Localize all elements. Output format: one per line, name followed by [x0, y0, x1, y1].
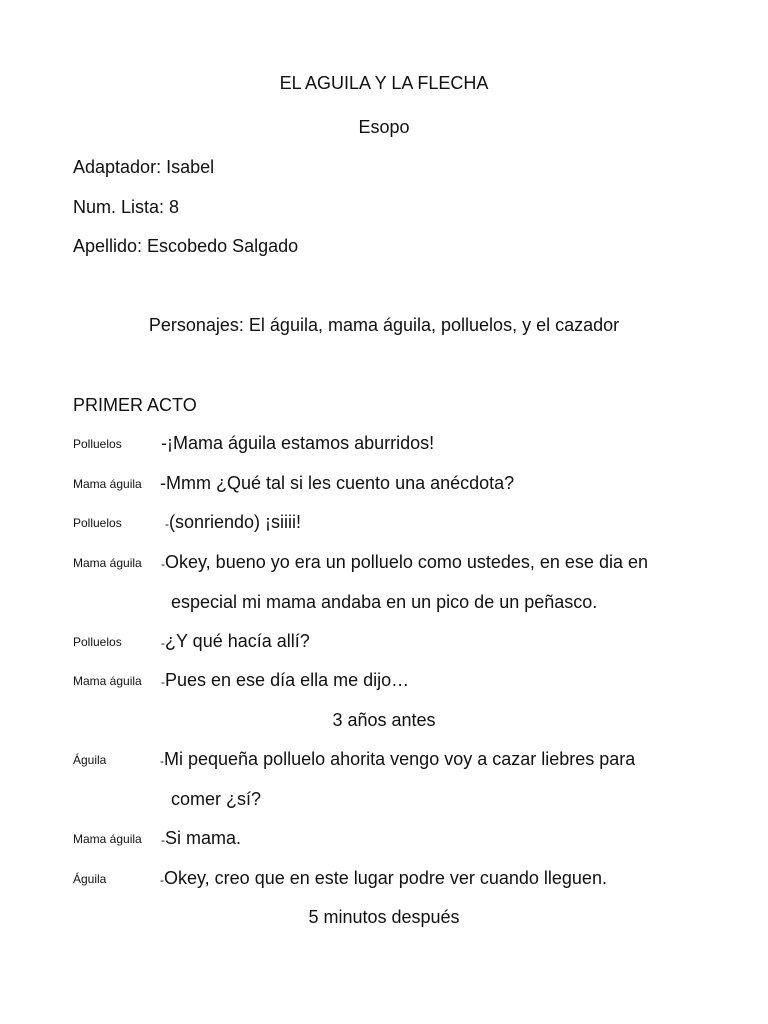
- adapter-line: Adaptador: Isabel: [73, 157, 215, 177]
- dialogue-line: [160, 472, 514, 494]
- dialogue-text: ¡Mama águila estamos aburridos!: [167, 433, 435, 453]
- dialogue-dash: -: [160, 473, 166, 493]
- dialogue-dash: -: [161, 557, 165, 571]
- characters-line: Personajes: El águila, mama águila, polluelos, y el cazador: [148, 315, 620, 335]
- speaker-label: Polluelos: [73, 437, 122, 451]
- dialogue-line: [161, 669, 409, 693]
- dialogue-line: [161, 827, 241, 851]
- document-title: EL AGUILA Y LA FLECHA: [279, 73, 489, 93]
- dialogue-text: Mi pequeña polluelo ahorita vengo voy a cazar liebres para: [164, 749, 636, 769]
- dialogue-dash: -: [161, 675, 165, 689]
- speaker-label: Águila: [73, 753, 107, 767]
- speaker-label: Águila: [73, 872, 107, 886]
- dialogue-line: [161, 432, 434, 454]
- dialogue-dash: -: [165, 517, 169, 531]
- speaker-label: Mama águila: [73, 477, 142, 491]
- speaker-label: Mama águila: [73, 674, 142, 688]
- dialogue-dash: -: [160, 754, 164, 768]
- act-title: PRIMER ACTO: [73, 395, 197, 415]
- dialogue-line: [160, 867, 607, 891]
- dialogue-dash: -: [161, 433, 167, 453]
- scene-marker: 3 años antes: [332, 710, 436, 730]
- dialogue-continuation: comer ¿sí?: [171, 789, 262, 809]
- dialogue-text: Okey, bueno yo era un polluelo como ustedes, en ese dia en: [165, 552, 648, 572]
- dialogue-line: [161, 630, 310, 654]
- speaker-label: Polluelos: [73, 516, 122, 530]
- dialogue-line: [161, 551, 648, 575]
- surname-line: Apellido: Escobedo Salgado: [73, 236, 299, 256]
- list-number-line: Num. Lista: 8: [73, 197, 180, 217]
- dialogue-line: [165, 511, 301, 535]
- dialogue-text: Pues en ese día ella me dijo…: [165, 670, 410, 690]
- dialogue-text: Si mama.: [165, 828, 242, 848]
- speaker-label: Mama águila: [73, 556, 142, 570]
- dialogue-text: Okey, creo que en este lugar podre ver cuando lleguen.: [164, 868, 607, 888]
- dialogue-line: [160, 748, 635, 772]
- dialogue-text: ¿Y qué hacía allí?: [165, 631, 310, 651]
- dialogue-continuation: especial mi mama andaba en un pico de un peñasco.: [171, 592, 598, 612]
- scene-marker: 5 minutos después: [308, 907, 460, 927]
- speaker-label: Polluelos: [73, 635, 122, 649]
- dialogue-dash: -: [161, 833, 165, 847]
- dialogue-dash: -: [161, 636, 165, 650]
- dialogue-dash: -: [160, 873, 164, 887]
- speaker-label: Mama águila: [73, 832, 142, 846]
- document-author: Esopo: [358, 117, 410, 137]
- dialogue-text: (sonriendo) ¡siiii!: [169, 512, 302, 532]
- dialogue-text: Mmm ¿Qué tal si les cuento una anécdota?: [166, 473, 515, 493]
